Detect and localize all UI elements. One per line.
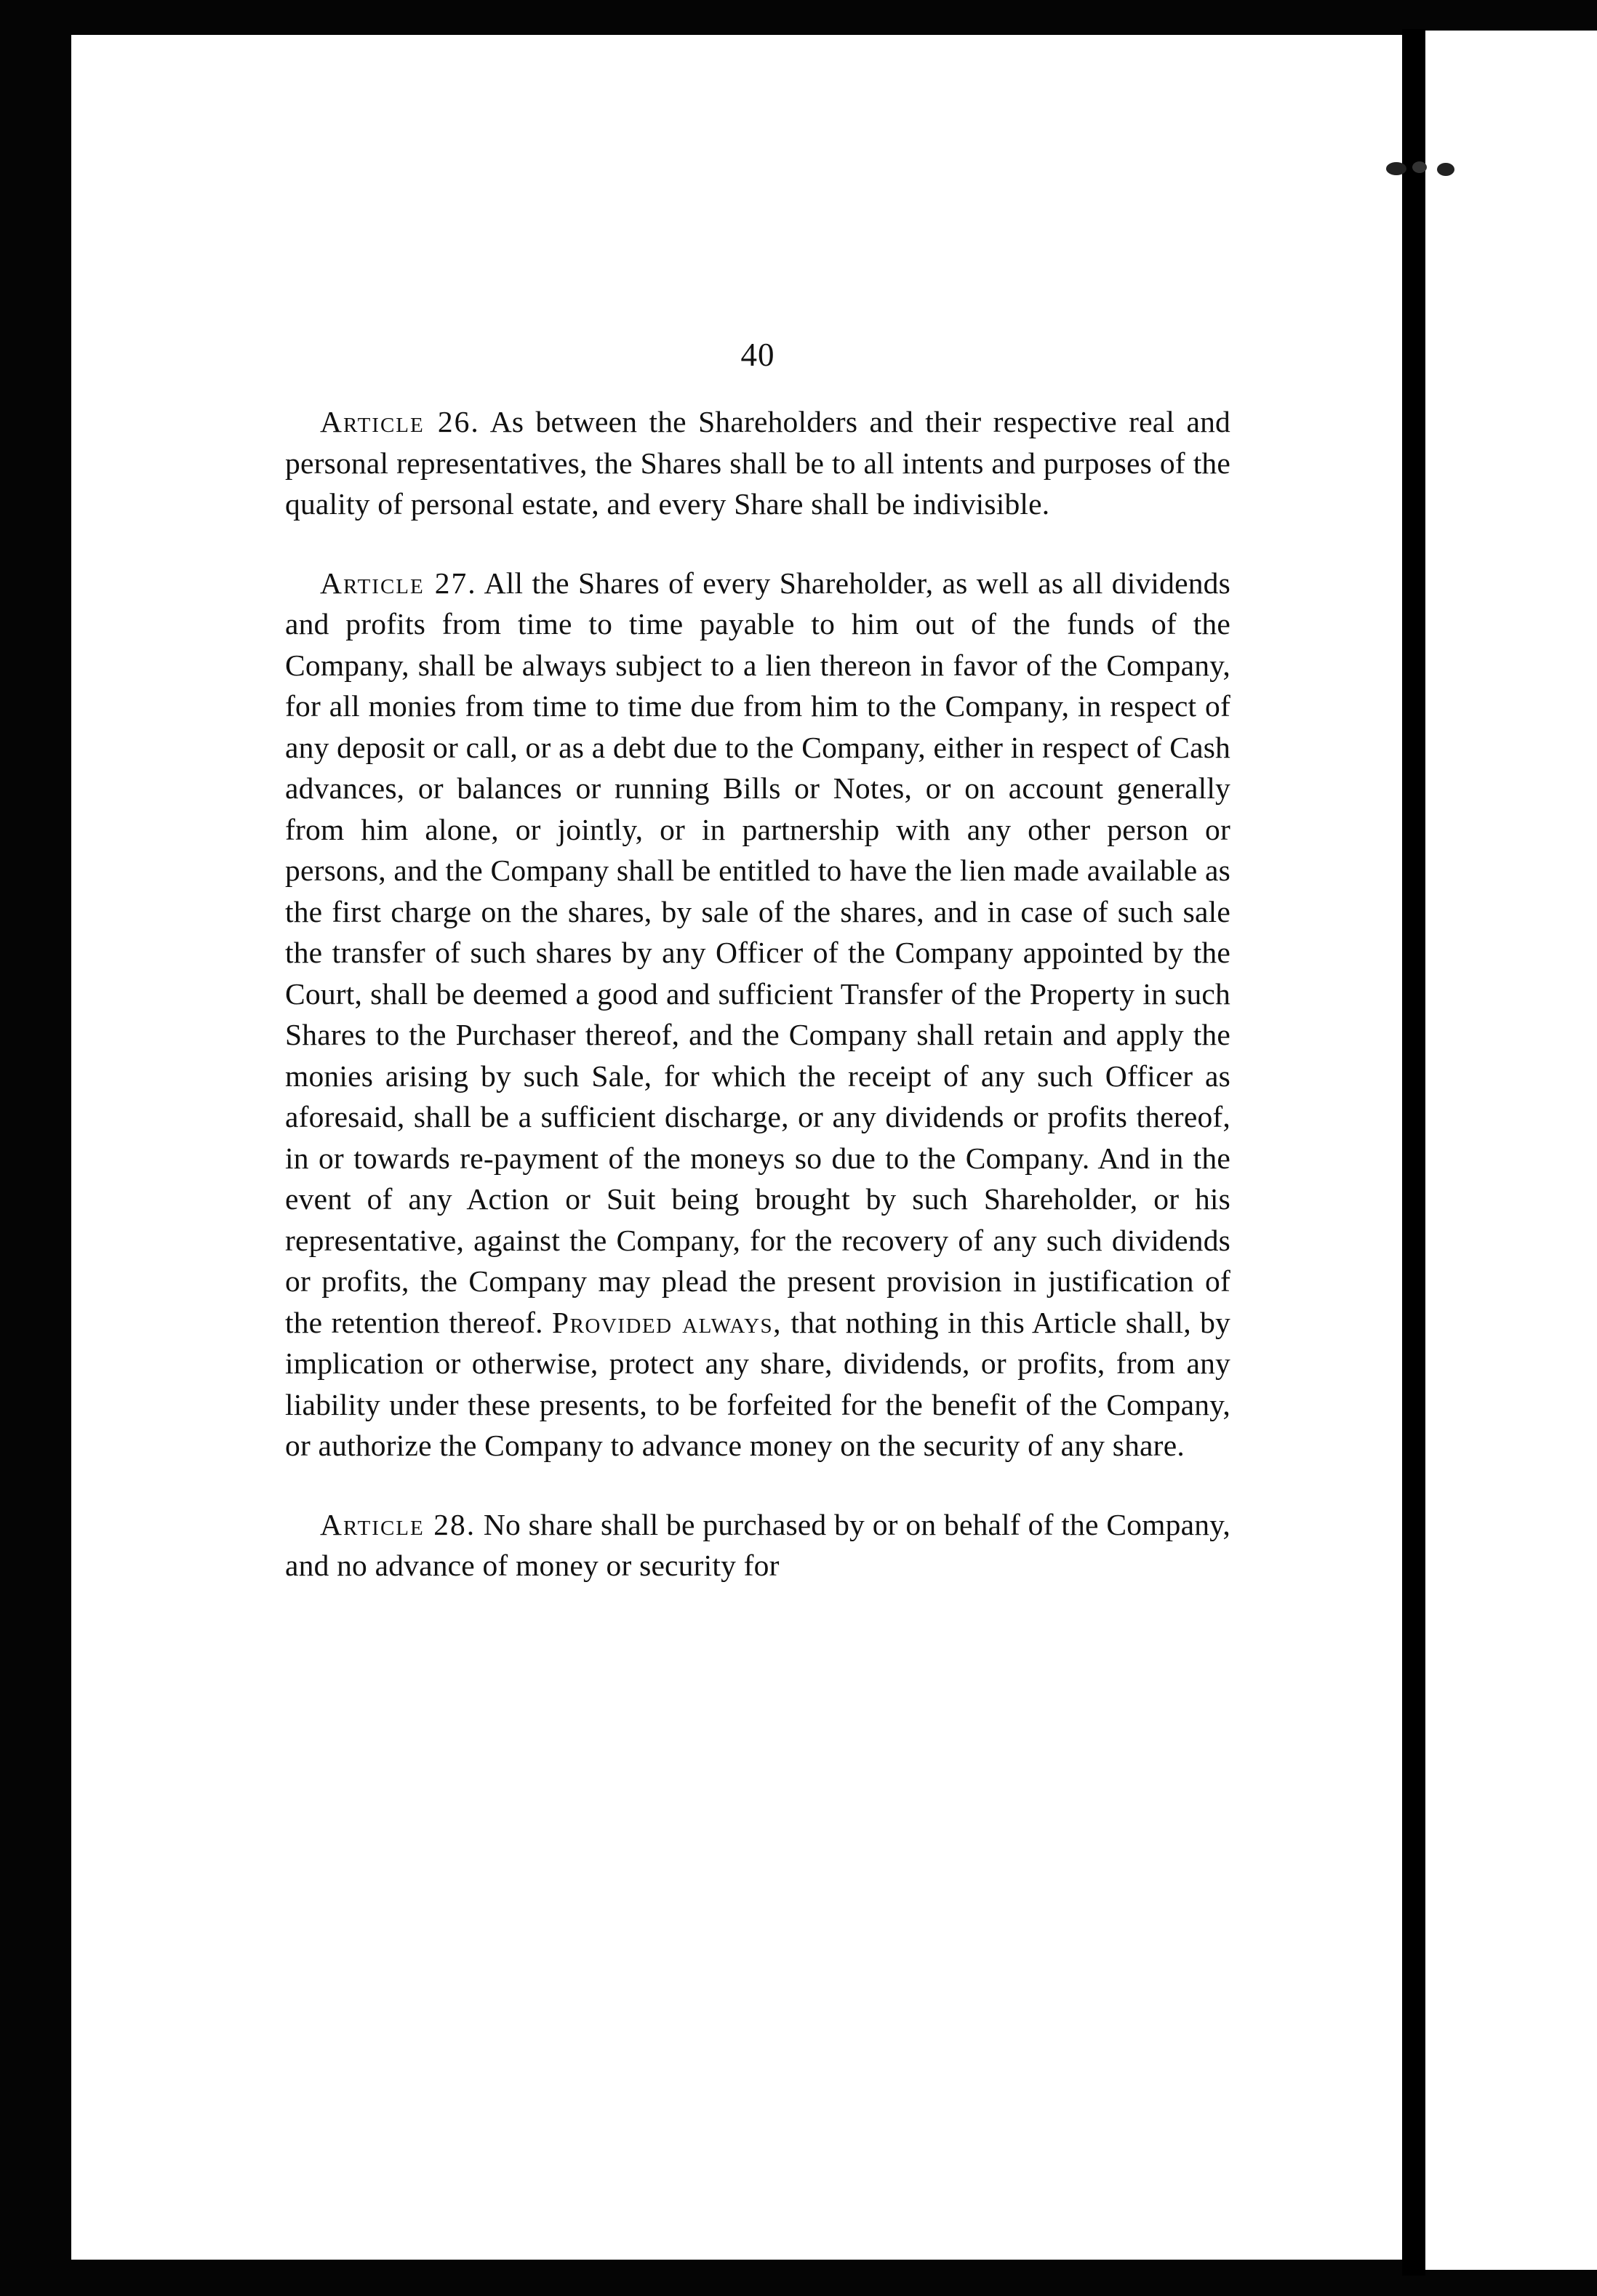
page-number: 40 (740, 337, 775, 373)
article-28 (285, 1504, 1230, 1586)
page-text-block (285, 336, 1230, 1586)
article-body: As between the Shareholders and their respective real and personal representatives, the Shares shall be to all intents and purposes of the quality of personal estate, and every Share shall be indivisible. (285, 405, 1230, 521)
page-fold-shadow (1402, 29, 1425, 2276)
article-heading: Article 27. (320, 566, 477, 600)
article-body: No share shall be purchased by or on behalf of the Company, and no advance of money or security for (285, 1507, 1231, 1582)
article-body-continued: that nothing in this Article shall, by implication or otherwise, protect any share, dividends, or profits, from any liability under these presents, to be forfeited for the benefit of the Company, or authorize the Company to advance money on the security of any share. (285, 1305, 1230, 1462)
article-body: All the Shares of every Shareholder, as well as all dividends and profits from time to time payable to him out of the funds of the Company, shall be always subject to a lien thereon in favor of the Company, for all monies from time to time due from him to the Company, in respect of any deposit or call, or as a debt due to the Company, either in respect of Cash advances, or balances or running Bills or Notes, or on account generally from him alone, or jointly, or in partnership with any other person or persons, and the Company shall be entitled to have the lien made available as the first charge on the shares, by sale of the shares, and in case of such sale the transfer of such shares by any Officer of the Company appointed by the Court, shall be deemed a good and sufficient Transfer of the Property in such Shares to the Purchaser thereof, and the Company shall retain and apply the monies arising by such Sale, for which the receipt of any such Officer as aforesaid, shall be a sufficient discharge, or any dividends or profits thereof, in or towards re-payment of the moneys so due to the Company. And in the event of any Action or Suit being brought by such Shareholder, or his representative, against the Company, for the recovery of any such dividends or profits, the Company may plead the present provision in justification of the retention thereof. (285, 566, 1230, 1339)
adjacent-page-edge (1425, 31, 1597, 2270)
ink-smudge-mark (1380, 158, 1475, 179)
article-27 (285, 563, 1230, 1466)
article-heading: Article 26. (320, 405, 480, 438)
proviso-phrase: Provided always, (551, 1305, 783, 1339)
article-heading: Article 28. (320, 1507, 476, 1541)
article-26 (285, 401, 1230, 525)
